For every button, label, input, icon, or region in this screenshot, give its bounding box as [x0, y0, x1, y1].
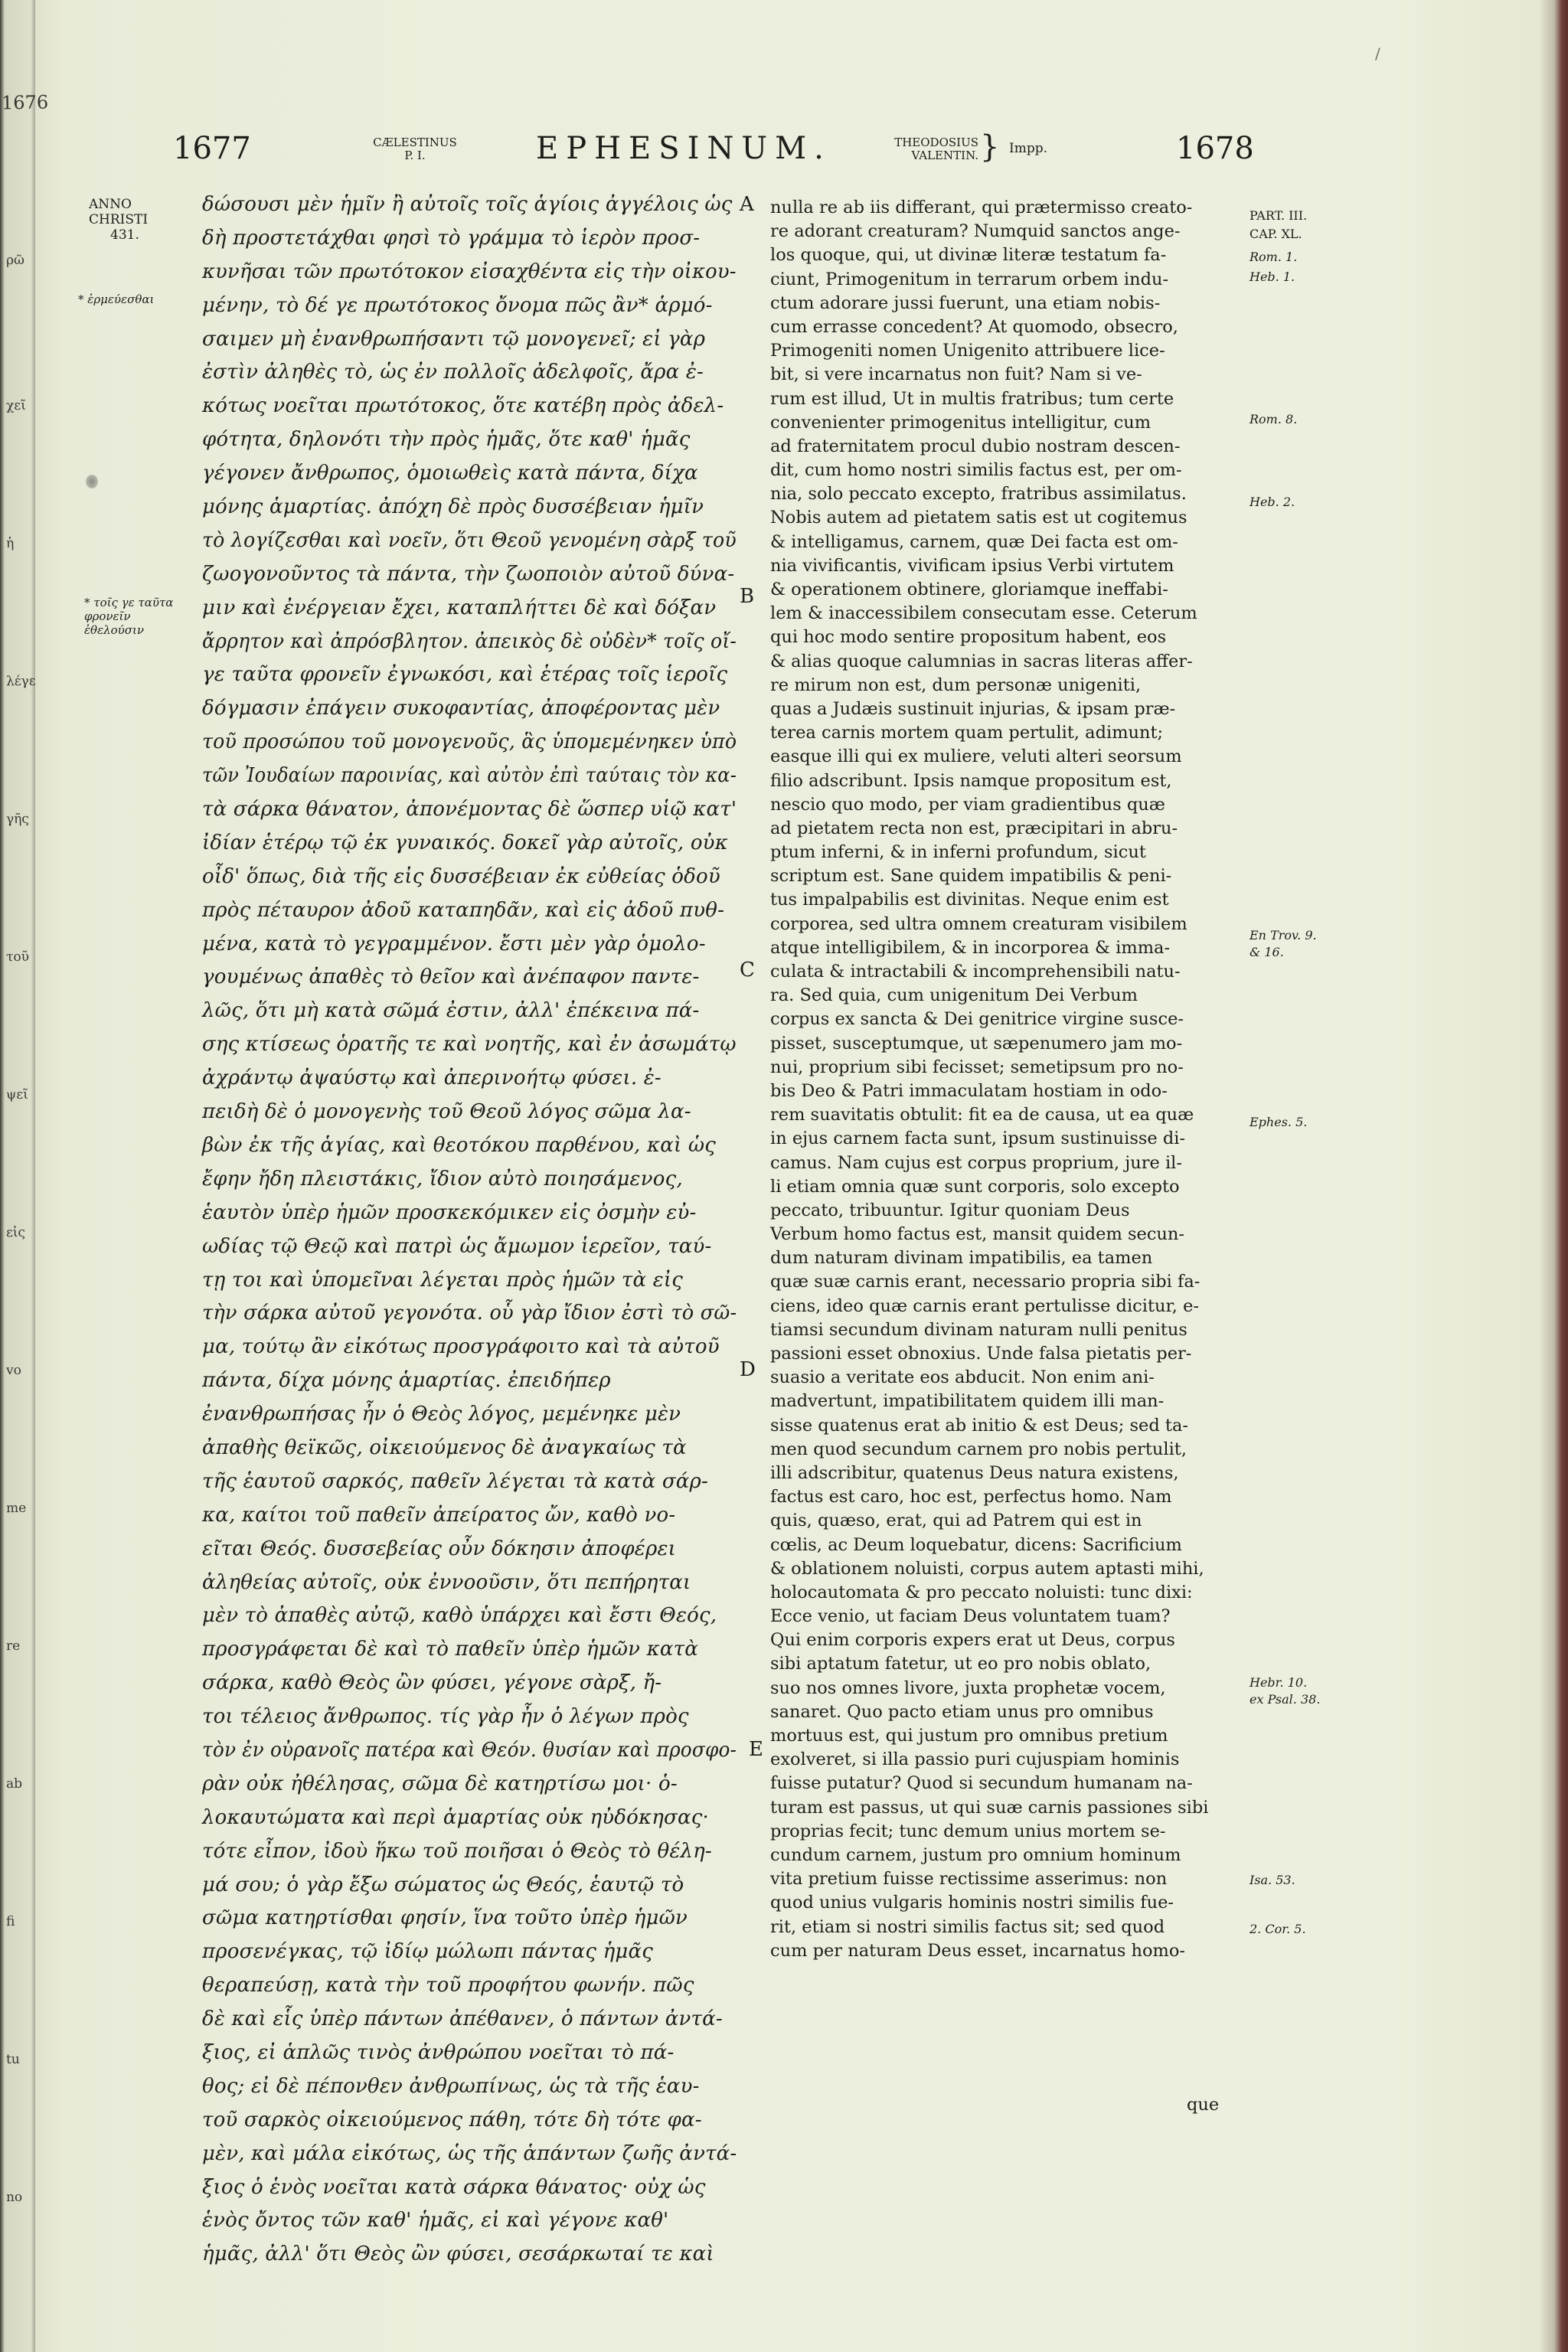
section-letter: E: [749, 1738, 763, 1761]
latin-text-line: re mirum non est, dum personæ unigeniti,: [770, 675, 1142, 695]
latin-text-line: madvertunt, impatibilitatem quidem illi man-: [770, 1391, 1165, 1412]
greek-text-line: μὲν, καὶ μάλα εἰκότως, ὡς τῆς ἁπάντων ζωῆς ἀντά-: [202, 2141, 737, 2165]
previous-page-fragment: tu: [5, 2051, 20, 2068]
latin-text-line: quod unius vulgaris hominis nostri similis fue-: [770, 1893, 1174, 1913]
margin-reference: Rom. 8.: [1250, 412, 1298, 426]
running-head-left-line: CÆLESTINUS: [373, 136, 457, 149]
greek-text-line: τοῦ σαρκὸς οἰκειούμενος πάθη, τότε δὴ τότε φα-: [202, 2108, 702, 2132]
latin-text-line: los quoque, qui, ut divinæ literæ testatum fa-: [770, 245, 1167, 266]
catchword: que: [1187, 2095, 1220, 2115]
latin-text-line: filio adscribunt. Ipsis namque propositum est,: [770, 770, 1172, 791]
latin-text-line: proprias fecit; tunc demum unius mortem se-: [770, 1821, 1166, 1841]
latin-text-line: men quod secundum carnem pro nobis pertulit,: [770, 1439, 1187, 1459]
greek-text-line: μένα, κατὰ τὸ γεγραμμένον. ἔστι μὲν γὰρ ὁμολο-: [202, 932, 706, 956]
latin-text-line: mortuus est, qui justum pro omnibus pretium: [770, 1726, 1168, 1746]
left-page-number: 1677: [173, 131, 251, 166]
latin-text-line: ptum inferni, & in inferni profundum, sicut: [770, 842, 1146, 863]
latin-text-line: dum naturam divinam impatibilis, ea tamen: [770, 1248, 1153, 1269]
latin-text-line: rem suavitatis obtulit: fit ea de causa, ut ea quæ: [770, 1105, 1194, 1125]
greek-text-line: μά σου; ὁ γὰρ ἔξω σώματος ὡς Θεός, ἑαυτῷ τὸ: [202, 1873, 684, 1896]
greek-text-line: προσγράφεται δὲ καὶ τὸ παθεῖν ὑπὲρ ἡμῶν κατὰ: [202, 1638, 698, 1661]
latin-text-line: nui, proprium sibi fecisset; semetipsum pro no-: [770, 1057, 1184, 1077]
greek-text-line: μόνης ἁμαρτίας. ἀπόχη δὲ πρὸς δυσσέβειαν ἡμῖν: [202, 495, 704, 519]
latin-text-line: li etiam omnia quæ sunt corporis, solo excepto: [770, 1176, 1180, 1197]
latin-text-line: rum est illud, Ut in multis fratribus; tum certe: [770, 388, 1174, 409]
margin-reference: Hebr. 10.: [1250, 1675, 1308, 1690]
running-head-right: [871, 136, 978, 162]
margin-reference: Isa. 53.: [1250, 1873, 1295, 1887]
greek-text-line: ξιος ὁ ἑνὸς νοεῖται κατὰ σάρκα θάνατος· οὐχ ὡς: [202, 2175, 706, 2199]
greek-text-line: λοκαυτώματα καὶ περὶ ἁμαρτίας οὐκ ηὐδόκησας·: [202, 1805, 709, 1829]
greek-text-line: φότητα, δηλονότι τὴν πρὸς ἡμᾶς, ὅτε καθ' ἡμᾶς: [202, 428, 691, 452]
running-head-left: [369, 136, 461, 162]
latin-text-line: fuisse putatur? Quod si secundum humanam na-: [770, 1773, 1193, 1794]
previous-page-fragment: τοῦ: [5, 949, 30, 965]
latin-text-line: Verbum homo factus est, mansit quidem secun-: [770, 1224, 1185, 1245]
latin-text-line: Primogeniti nomen Unigenito attribuere lice-: [770, 341, 1165, 361]
greek-text-line: ἡμᾶς, ἀλλ' ὅτι Θεὸς ὢν φύσει, σεσάρκωταί τε καὶ: [202, 2243, 714, 2266]
greek-text-line: κυνῆσαι τῶν πρωτότοκον εἰσαχθέντα εἰς τὴν οἰκου-: [202, 260, 737, 283]
greek-text-line: θεραπεύσῃ, κατὰ τὴν τοῦ προφήτου φωνήν. πῶς: [202, 1974, 694, 1998]
margin-reference: Heb. 2.: [1250, 495, 1295, 509]
latin-text-line: bit, si vere incarnatus non fuit? Nam si ve-: [770, 364, 1142, 385]
greek-text-line: δὴ προστετάχθαι φησὶ τὸ γράμμα τὸ ἱερὸν προσ-: [202, 226, 701, 250]
previous-page-fragment: me: [5, 1500, 27, 1517]
latin-text-line: cum errasse concedent? At quomodo, obsecro,: [770, 316, 1178, 337]
anno-label: CHRISTI: [89, 212, 149, 227]
right-page-number: 1678: [1176, 131, 1254, 166]
greek-text-line: ἑαυτὸν ὑπὲρ ἡμῶν προσκεκόμικεν εἰς ὀσμὴν εὐ-: [202, 1200, 697, 1224]
brace-glyph: }: [980, 129, 1000, 165]
latin-text-line: bis Deo & Patri immaculatam hostiam in odo-: [770, 1080, 1168, 1101]
previous-page-fragment: re: [5, 1638, 21, 1655]
margin-reference: En Trov. 9.: [1250, 928, 1317, 942]
running-head-right-line: VALENTIN.: [911, 149, 978, 162]
latin-text-line: ad pietatem recta non est, præcipitari in abru-: [770, 818, 1178, 838]
greek-text-line: δὲ καὶ εἷς ὑπὲρ πάντων ἀπέθανεν, ὁ πάντων ἀντά-: [202, 2007, 723, 2031]
greek-text-line: σάρκα, καθὸ Θεὸς ὢν φύσει, γέγονε σὰρξ, ἤ-: [202, 1671, 662, 1695]
previous-page-fragment: χεῖ: [5, 397, 26, 414]
latin-text-line: ra. Sed quia, cum unigenitum Dei Verbum: [770, 985, 1138, 1006]
margin-reference: Ephes. 5.: [1250, 1115, 1308, 1129]
running-head-left-line: P. I.: [404, 149, 426, 162]
greek-text-column: [202, 188, 737, 2272]
paper-blot: [86, 475, 98, 488]
latin-text-line: holocautomata & pro peccato noluisti: tunc dixi:: [770, 1582, 1193, 1602]
greek-text-line: λῶς, ὅτι μὴ κατὰ σῶμά ἐστιν, ἀλλ' ἐπέκεινα πά-: [202, 999, 700, 1023]
previous-page-edge: [0, 0, 49, 2352]
latin-text-line: cœlis, ac Deum loquebatur, dicens: Sacrificium: [770, 1534, 1182, 1555]
greek-text-line: ξιος, εἰ ἁπλῶς τινὸς ἀνθρώπου νοεῖται τὸ πά-: [202, 2040, 675, 2064]
greek-text-line: γε ταῦτα φρονεῖν ἐγνωκόσι, καὶ ἑτέρας τοῖς ἱεροῖς: [202, 663, 728, 687]
greek-text-line: σης κτίσεως ὁρατῆς τε καὶ νοητῆς, καὶ ἐν ἀσωμάτῳ: [202, 1033, 737, 1057]
greek-text-line: ἀληθείας αὐτοῖς, οὐκ ἐννοοῦσιν, ὅτι πεπήρηται: [202, 1570, 691, 1594]
latin-text-line: easque illi qui ex muliere, veluti alteri seorsum: [770, 746, 1182, 767]
latin-text-line: ad fraternitatem procul dubio nostram descen-: [770, 436, 1181, 456]
latin-text-line: terea carnis mortem quam pertulit, adimunt;: [770, 723, 1164, 743]
latin-text-line: & alias quoque calumnias in sacras literas affer-: [770, 651, 1193, 671]
greek-text-line: τῶν Ἰουδαίων παροινίας, καὶ αὐτὸν ἐπὶ ταύταις τὸν κα-: [202, 764, 737, 788]
greek-text-line: πειδὴ δὲ ὁ μονογενὴς τοῦ Θεοῦ λόγος σῶμα λα-: [202, 1100, 691, 1124]
previous-page-fragment: vo: [5, 1362, 22, 1379]
greek-text-line: ωδίας τῷ Θεῷ καὶ πατρὶ ὡς ἄμωμον ἱερεῖον, ταύ-: [202, 1234, 712, 1258]
latin-text-line: suo nos omnes livore, juxta prophetæ vocem,: [770, 1677, 1166, 1698]
latin-text-line: & oblationem noluisti, corpus autem aptasti mihi,: [770, 1558, 1204, 1579]
previous-page-number: 1676: [1, 91, 49, 114]
latin-text-line: nia vivificantis, vivificam ipsius Verbi virtutem: [770, 555, 1174, 576]
previous-page-fragment: ἡ: [5, 535, 15, 552]
greek-text-line: ρὰν οὐκ ἠθέλησας, σῶμα δὲ κατηρτίσω μοι· ὁ-: [202, 1772, 678, 1795]
greek-text-line: ἔφην ἤδη πλειστάκις, ἴδιον αὐτὸ ποιησάμενος,: [202, 1167, 683, 1191]
latin-text-line: ciens, ideo quæ carnis erant pertulisse dicitur, e-: [770, 1295, 1199, 1316]
greek-text-line: ἀπαθὴς θεϊκῶς, οἰκειούμενος δὲ ἀναγκαίως τὰ: [202, 1436, 687, 1459]
latin-text-line: Ecce venio, ut faciam Deus voluntatem tuam?: [770, 1606, 1171, 1627]
latin-text-line: pisset, susceptumque, ut sæpenumero jam mo-: [770, 1033, 1183, 1054]
running-head-impp: Impp.: [1009, 141, 1048, 156]
latin-text-line: passioni esset obnoxius. Unde falsa pietatis per-: [770, 1344, 1192, 1364]
latin-text-line: quas a Judæis sustinuit injurias, & ipsam præ-: [770, 698, 1176, 719]
greek-text-line: γουμένως ἀπαθὲς τὸ θεῖον καὶ ἀνέπαφον παντε-: [202, 965, 700, 989]
latin-text-line: tiamsi secundum divinam naturam nulli penitus: [770, 1319, 1187, 1340]
greek-text-line: μὲν τὸ ἀπαθὲς αὐτῷ, καθὸ ὑπάρχει καὶ ἔστι Θεός,: [202, 1604, 717, 1628]
latin-text-line: suasio a veritate eos abducit. Non enim ani-: [770, 1367, 1155, 1388]
chapter-heading: CAP. XL.: [1250, 227, 1302, 241]
greek-text-line: τῃ τοι καὶ ὑπομεῖναι λέγεται πρὸς ἡμῶν τὰ εἰς: [202, 1268, 684, 1292]
latin-text-line: sibi aptatum fatetur, ut eo pro nobis oblato,: [770, 1654, 1152, 1674]
previous-page-fragment: no: [5, 2189, 23, 2206]
latin-text-line: dit, cum homo nostri similis factus est, per om-: [770, 460, 1182, 481]
previous-page-fragment: fi: [5, 1913, 15, 1930]
latin-text-line: re adorant creaturam? Numquid sanctos ange-: [770, 221, 1181, 242]
latin-text-line: nia, solo peccato excepto, fratribus assimilatus.: [770, 484, 1187, 505]
latin-text-line: atque intelligibilem, & in incorporea & imma-: [770, 937, 1171, 958]
greek-text-line: θος; εἰ δὲ πέπονθεν ἀνθρωπίνως, ὡς τὰ τῆς ἑαυ-: [202, 2074, 700, 2098]
latin-text-line: tus impalpabilis est divinitas. Neque enim est: [770, 890, 1169, 910]
greek-text-line: τοῦ προσώπου τοῦ μονογενοῦς, ἃς ὑπομεμένηκεν ὑπὸ: [202, 730, 737, 754]
latin-text-line: convenienter primogenitus intelligitur, cum: [770, 412, 1152, 433]
greek-text-line: τοι τέλειος ἄνθρωπος. τίς γὰρ ἦν ὁ λέγων πρὸς: [202, 1705, 689, 1729]
latin-text-line: culata & intractabili & incomprehensibili natu-: [770, 962, 1181, 982]
latin-text-line: quæ suæ carnis erant, necessario propria sibi fa-: [770, 1272, 1200, 1292]
greek-text-line: τότε εἶπον, ἰδοὺ ἥκω τοῦ ποιῆσαι ὁ Θεὸς τὸ θέλη-: [202, 1839, 712, 1863]
greek-text-line: σῶμα κατηρτίσθαι φησίν, ἵνα τοῦτο ὑπὲρ ἡμῶν: [202, 1906, 688, 1930]
latin-text-line: nescio quo modo, per viam gradientibus quæ: [770, 794, 1165, 815]
part-heading: PART. III.: [1250, 208, 1308, 223]
latin-text-line: turam est passus, ut qui suæ carnis passiones sibi: [770, 1797, 1209, 1818]
latin-text-line: cum per naturam Deus esset, incarnatus homo-: [770, 1940, 1186, 1961]
latin-text-line: Nobis autem ad pietatem satis est ut cogitemus: [770, 508, 1187, 528]
previous-page-fragment: γῆς: [5, 811, 30, 828]
latin-text-line: factus est caro, hoc est, perfectus homo. Nam: [770, 1487, 1172, 1508]
greek-text-line: μένην, τὸ δέ γε πρωτότοκος ὄνομα πῶς ἂν* ἁρμό-: [202, 293, 713, 317]
margin-note: * τοῖς γε ταῦτα φρονεῖν ἐθελούσιν: [84, 596, 174, 637]
latin-text-line: ctum adorare jussi fuerunt, una etiam nobis-: [770, 292, 1161, 313]
previous-page-fragment: ψεῖ: [5, 1086, 28, 1103]
latin-text-line: sanaret. Quo pacto etiam unus pro omnibus: [770, 1701, 1154, 1722]
section-letter: A: [740, 193, 754, 216]
greek-text-line: τὸ λογίζεσθαι καὶ νοεῖν, ὅτι Θεοῦ γενομένη σὰρξ τοῦ: [202, 528, 737, 552]
greek-text-line: ζωογονοῦντος τὰ πάντα, τὴν ζωοποιὸν αὐτοῦ δύνα-: [202, 562, 735, 586]
greek-text-line: σαιμεν μὴ ἐνανθρωπήσαντι τῷ μονογενεῖ; εἰ γὰρ: [202, 327, 706, 351]
pencil-mark: /: [1375, 44, 1380, 63]
anno-year: 431.: [110, 227, 139, 243]
margin-reference: Heb. 1.: [1250, 270, 1295, 284]
margin-reference: 2. Cor. 5.: [1250, 1922, 1306, 1936]
latin-text-line: qui hoc modo sentire propositum habent, eos: [770, 627, 1167, 648]
latin-text-line: illi adscribitur, quatenus Deus natura existens,: [770, 1462, 1179, 1483]
previous-page-fragment: εἰς: [5, 1224, 26, 1241]
greek-text-line: ἐνανθρωπήσας ἦν ὁ Θεὸς λόγος, μεμένηκε μὲν: [202, 1403, 681, 1426]
margin-reference: ex Psal. 38.: [1250, 1692, 1321, 1707]
page-title: EPHESINUM.: [536, 131, 831, 166]
greek-text-line: ἀχράντῳ ἀψαύστῳ καὶ ἀπερινοήτῳ φύσει. ἐ-: [202, 1067, 662, 1090]
latin-text-line: cundum carnem, justum pro omnium hominum: [770, 1844, 1181, 1865]
latin-text-line: quis, quæso, erat, qui ad Patrem qui est in: [770, 1511, 1142, 1531]
greek-text-line: κότως νοεῖται πρωτότοκος, ὅτε κατέβη πρὸς ἀδελ-: [202, 394, 724, 418]
greek-text-line: τὴν σάρκα αὐτοῦ γεγονότα. οὗ γὰρ ἴδιον ἐστὶ τὸ σῶ-: [202, 1302, 737, 1325]
section-letter: C: [740, 959, 755, 982]
latin-text-line: rit, etiam si nostri similis factus sit; sed quod: [770, 1916, 1165, 1937]
latin-text-line: camus. Nam cujus est corpus proprium, jure il-: [770, 1152, 1182, 1173]
latin-text-line: sisse quatenus erat ab initio & est Deus; sed ta-: [770, 1415, 1188, 1436]
anno-label: ANNO: [89, 197, 132, 212]
latin-text-line: vita pretium fuisse rectissime asserimus: non: [770, 1869, 1168, 1890]
previous-page-fragment: λέγε: [5, 673, 36, 690]
latin-text-line: peccato, tribuuntur. Igitur quoniam Deus: [770, 1200, 1130, 1220]
greek-text-line: πρὸς πέταυρον ἀδοῦ καταπηδᾶν, καὶ εἰς ἀδοῦ πυθ-: [202, 898, 725, 922]
latin-text-line: scriptum est. Sane quidem impatibilis & peni-: [770, 866, 1172, 887]
greek-text-line: τὰ σάρκα θάνατον, ἀπονέμοντας δὲ ὥσπερ υἱῷ κατ': [202, 798, 737, 822]
left-margin: [89, 197, 188, 243]
previous-page-fragment: ρῶ: [5, 252, 25, 269]
latin-text-line: & intelligamus, carnem, quæ Dei facta est om-: [770, 531, 1178, 552]
greek-text-line: ἑνὸς ὄντος τῶν καθ' ἡμᾶς, εἰ καὶ γέγονε καθ': [202, 2209, 669, 2233]
greek-text-line: γέγονεν ἄνθρωπος, ὁμοιωθεὶς κατὰ πάντα, δίχα: [202, 462, 698, 485]
margin-note: * ἑρμεύεσθαι: [78, 292, 155, 306]
previous-page-fragment: ab: [5, 1775, 23, 1792]
greek-text-line: τὸν ἐν οὐρανοῖς πατέρα καὶ Θεόν. θυσίαν καὶ προσφο-: [202, 1738, 737, 1762]
greek-text-line: τῆς ἑαυτοῦ σαρκός, παθεῖν λέγεται τὰ κατὰ σάρ-: [202, 1469, 709, 1493]
latin-text-line: in ejus carnem facta sunt, ipsum sustinuisse di-: [770, 1129, 1186, 1149]
greek-text-line: πάντα, δίχα μόνης ἁμαρτίας. ἐπειδήπερ: [202, 1369, 611, 1393]
section-letter: B: [740, 585, 755, 608]
latin-text-line: corporea, sed ultra omnem creaturam visibilem: [770, 913, 1187, 934]
latin-text-line: ciunt, Primogenitum in terrarum orbem indu-: [770, 269, 1169, 289]
greek-text-line: κα, καίτοι τοῦ παθεῖν ἀπείρατος ὤν, καθὸ νο-: [202, 1503, 676, 1527]
greek-text-line: δώσουσι μὲν ἡμῖν ἢ αὐτοῖς τοῖς ἁγίοις ἀγγέλοις ὡς: [202, 193, 733, 216]
running-head-right-line: THEODOSIUS: [894, 136, 978, 149]
latin-text-column: [770, 196, 1260, 1963]
greek-text-line: ἰδίαν ἑτέρῳ τῷ ἐκ γυναικός. δοκεῖ γὰρ αὐτοῖς, οὐκ: [202, 831, 728, 854]
greek-text-line: μιν καὶ ἐνέργειαν ἔχει, καταπλήττει δὲ καὶ δόξαν: [202, 596, 717, 619]
greek-text-line: βὼν ἐκ τῆς ἁγίας, καὶ θεοτόκου παρθένου, καὶ ὡς: [202, 1133, 716, 1157]
margin-reference: & 16.: [1250, 945, 1284, 959]
greek-text-line: οἶδ' ὅπως, διὰ τῆς εἰς δυσσέβειαν ἐκ εὐθείας ὁδοῦ: [202, 864, 720, 888]
greek-text-line: δόγμασιν ἐπάγειν συκοφαντίας, ἀποφέροντας μὲν: [202, 697, 720, 720]
latin-text-line: & operationem obtinere, gloriamque ineffabi-: [770, 580, 1168, 599]
greek-text-line: εῖται Θεός. δυσσεβείας οὖν δόκησιν ἀποφέρει: [202, 1537, 676, 1560]
latin-text-line: Qui enim corporis expers erat ut Deus, corpus: [770, 1630, 1175, 1651]
margin-reference: Rom. 1.: [1250, 250, 1298, 264]
section-letter: D: [740, 1358, 756, 1381]
latin-text-line: lem & inaccessibilem consecutam esse. Ceterum: [770, 603, 1197, 624]
greek-text-line: ἐστὶν ἀληθὲς τὸ, ὡς ἐν πολλοῖς ἀδελφοῖς, ἄρα ἐ-: [202, 361, 704, 384]
greek-text-line: μα, τούτῳ ἂν εἰκότως προσγράφοιτο καὶ τὰ αὐτοῦ: [202, 1335, 720, 1359]
latin-text-line: corpus ex sancta & Dei genitrice virgine susce-: [770, 1009, 1184, 1030]
greek-text-line: προσενέγκας, τῷ ἰδίῳ μώλωπι πάντας ἡμᾶς: [202, 1940, 654, 1964]
latin-text-line: nulla re ab iis differant, qui prætermisso creato-: [770, 198, 1193, 217]
greek-text-line: ἄρρητον καὶ ἀπρόσβλητον. ἀπεικὸς δὲ οὐδὲν* τοῖς οἴ-: [202, 629, 737, 653]
latin-text-line: exolveret, si illa passio puri cujuspiam hominis: [770, 1749, 1180, 1770]
